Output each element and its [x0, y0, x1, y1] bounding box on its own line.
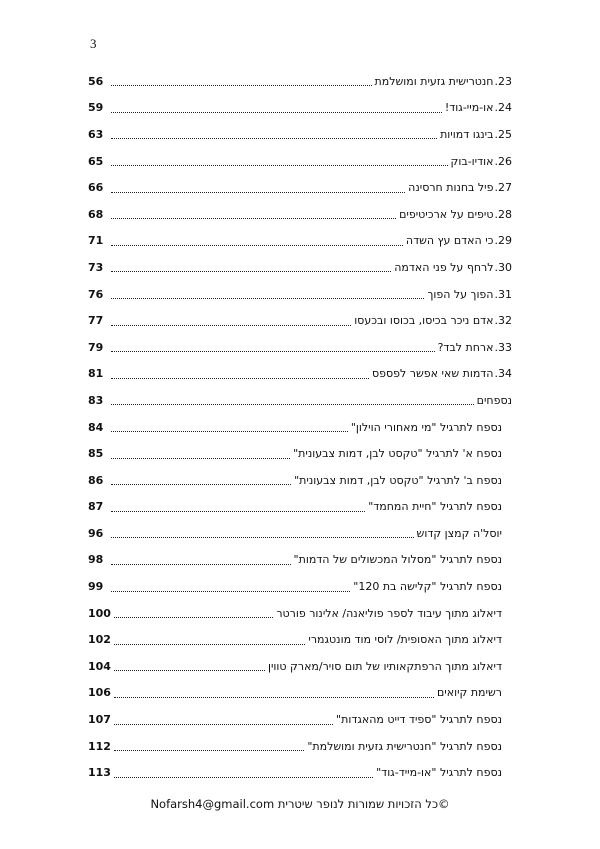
toc-entry-page: 76	[88, 287, 104, 301]
toc-entry-page: 56	[88, 74, 104, 88]
toc-entry[interactable]	[88, 201, 512, 228]
toc-entry-page: 99	[88, 580, 104, 594]
toc-entry[interactable]	[88, 361, 512, 388]
toc-entry-number: 32.	[494, 314, 512, 328]
toc-dot-leader	[114, 616, 273, 618]
toc-entry-title: או-מיי-גוד!	[444, 101, 494, 115]
toc-entry-title: חנטרישית גזעית ומושלמת	[374, 74, 494, 88]
toc-entry-page: 79	[88, 340, 104, 354]
toc-entry-title: נספח לתרגיל "חנטרישית גזעית ומושלמת"	[307, 739, 502, 753]
toc-entry-page: 83	[88, 393, 104, 407]
toc-entry-page: 96	[88, 526, 104, 540]
toc-entry-page: 102	[88, 633, 111, 647]
toc-dot-leader	[114, 669, 265, 671]
toc-entry-title: נספח א' לתרגיל "טקסט לבן, דמות צבעונית"	[293, 447, 502, 461]
toc-entry-title: טיפים על ארכיטיפים	[399, 207, 494, 221]
toc-dot-leader	[111, 536, 414, 538]
toc-entry-title: דיאלוג מתוך עיבוד לספר פוליאנה/ אלינור פורטר	[276, 606, 502, 620]
toc-entry-number: 33.	[494, 340, 512, 354]
toc-entry-title: נספח לתרגיל "מי מאחורי הוילון"	[350, 420, 502, 434]
toc-entry-number: 31.	[494, 287, 512, 301]
toc-entry-page: 100	[88, 606, 111, 620]
toc-entry[interactable]	[88, 121, 512, 148]
toc-entry-title: רשימת קיואים	[436, 686, 502, 700]
toc-entry[interactable]	[88, 680, 512, 707]
toc-dot-leader	[111, 403, 474, 405]
toc-entry-number: 30.	[494, 260, 512, 274]
toc-entry-page: 71	[88, 234, 104, 248]
toc-dot-leader	[111, 164, 448, 166]
toc-entry[interactable]	[88, 733, 512, 760]
toc-entry-title: דיאלוג מתוך הרפתקאותיו של תום סויר/מארק טווין	[267, 659, 502, 673]
toc-entry-number: 28.	[494, 207, 512, 221]
toc-entry[interactable]	[88, 387, 512, 414]
toc-entry[interactable]	[88, 759, 512, 786]
toc-entry-number: 34.	[494, 367, 512, 381]
toc-entry-title: נספחים	[476, 393, 512, 407]
footer-copyright: ©כל הזכויות שמורות לנופר שיטרית	[277, 797, 450, 811]
toc-entry-title: אודיו-בוק	[450, 154, 494, 168]
toc-entry-number: 23.	[494, 74, 512, 88]
toc-entry-title: אדם ניכר בכיסו, בכוסו ובכעסו	[354, 314, 494, 328]
toc-entry-page: 106	[88, 686, 111, 700]
toc-entry-title: פיל בחנות חרסינה	[408, 181, 494, 195]
toc-dot-leader	[111, 457, 290, 459]
toc-entry-page: 98	[88, 553, 104, 567]
toc-entry-title: דיאלוג מתוך האסופית/ לוסי מוד מונטגמרי	[308, 633, 502, 647]
toc-entry[interactable]	[88, 307, 512, 334]
toc-entry[interactable]	[88, 573, 512, 600]
toc-entry[interactable]	[88, 494, 512, 521]
footer-email: Nofarsh4@gmail.com	[150, 797, 275, 811]
toc-entry-page: 85	[88, 447, 104, 461]
toc-dot-leader	[111, 137, 437, 139]
toc-dot-leader	[114, 749, 304, 751]
toc-dot-leader	[111, 270, 391, 272]
toc-entry[interactable]	[88, 520, 512, 547]
toc-dot-leader	[111, 111, 442, 113]
toc-entry[interactable]	[88, 254, 512, 281]
toc-entry[interactable]	[88, 626, 512, 653]
toc-entry-page: 68	[88, 207, 104, 221]
toc-dot-leader	[111, 297, 424, 299]
toc-dot-leader	[111, 590, 350, 592]
toc-entry[interactable]	[88, 547, 512, 574]
toc-entry-page: 59	[88, 101, 104, 115]
toc-dot-leader	[111, 84, 372, 86]
toc-dot-leader	[114, 723, 333, 725]
toc-entry[interactable]	[88, 706, 512, 733]
toc-entry-title: יוסל'ה קמצן קדוש	[416, 526, 502, 540]
toc-dot-leader	[111, 324, 351, 326]
toc-dot-leader	[111, 510, 365, 512]
toc-entry-title: בינגו דמויות	[440, 127, 494, 141]
toc-entry-number: 26.	[494, 154, 512, 168]
toc-entry[interactable]	[88, 95, 512, 122]
toc-entry[interactable]	[88, 228, 512, 255]
toc-dot-leader	[111, 563, 291, 565]
toc-entry-page: 84	[88, 420, 104, 434]
toc-entry-page: 63	[88, 127, 104, 141]
toc-entry[interactable]	[88, 334, 512, 361]
page-number: 3	[90, 36, 97, 51]
toc-entry-page: 112	[88, 739, 111, 753]
toc-dot-leader	[111, 350, 435, 352]
toc-entry-page: 81	[88, 367, 104, 381]
toc-entry-number: 24.	[494, 101, 512, 115]
toc-entry-page: 113	[88, 766, 111, 780]
toc-dot-leader	[111, 377, 369, 379]
toc-dot-leader	[111, 430, 348, 432]
toc-entry-title: לרחף על פני האדמה	[394, 260, 494, 274]
toc-entry[interactable]	[88, 440, 512, 467]
toc-entry-page: 104	[88, 659, 111, 673]
toc-entry-title: נספח ב' לתרגיל "טקסט לבן, דמות צבעונית"	[294, 473, 502, 487]
toc-entry[interactable]	[88, 414, 512, 441]
toc-dot-leader	[114, 776, 373, 778]
toc-entry-title: כי האדם עץ השדה	[405, 234, 494, 248]
toc-entry-title: הפוך על הפוך	[427, 287, 494, 301]
toc-dot-leader	[114, 696, 434, 698]
toc-entry-page: 107	[88, 713, 111, 727]
toc-entry-title: הדמות שאי אפשר לפספס	[372, 367, 494, 381]
toc-entry-title: נספח לתרגיל "קלישה בת 120"	[353, 580, 502, 594]
toc-entry[interactable]	[88, 281, 512, 308]
toc-entry-page: 73	[88, 260, 104, 274]
toc-entry-title: נספח לתרגיל "או-מייד-גוד"	[376, 766, 502, 780]
footer	[0, 797, 600, 811]
toc-entry-page: 66	[88, 181, 104, 195]
toc-entry[interactable]	[88, 68, 512, 95]
toc-entry[interactable]	[88, 600, 512, 627]
toc-entry-title: נספח לתרגיל "מסלול המכשולים של הדמות"	[293, 553, 502, 567]
toc-entry-number: 29.	[494, 234, 512, 248]
toc-entry[interactable]	[88, 148, 512, 175]
toc-entry-page: 86	[88, 473, 104, 487]
toc-dot-leader	[114, 643, 305, 645]
toc-entry-page: 77	[88, 314, 104, 328]
toc-entry-page: 87	[88, 500, 104, 514]
toc-entry[interactable]	[88, 653, 512, 680]
toc-entry[interactable]	[88, 467, 512, 494]
toc-dot-leader	[111, 191, 405, 193]
toc-entry-title: נספח לתרגיל "חיית המחמד"	[368, 500, 502, 514]
toc-entry-page: 65	[88, 154, 104, 168]
toc-entry-title: נספח לתרגיל "ספיד דייט מהאגדות"	[336, 713, 502, 727]
table-of-contents	[88, 68, 512, 786]
toc-entry-number: 27.	[494, 181, 512, 195]
toc-entry[interactable]	[88, 174, 512, 201]
toc-dot-leader	[111, 483, 291, 485]
toc-entry-title: ארחת לבד?	[437, 340, 494, 354]
toc-entry-number: 25.	[494, 127, 512, 141]
toc-dot-leader	[111, 217, 396, 219]
toc-dot-leader	[111, 244, 403, 246]
